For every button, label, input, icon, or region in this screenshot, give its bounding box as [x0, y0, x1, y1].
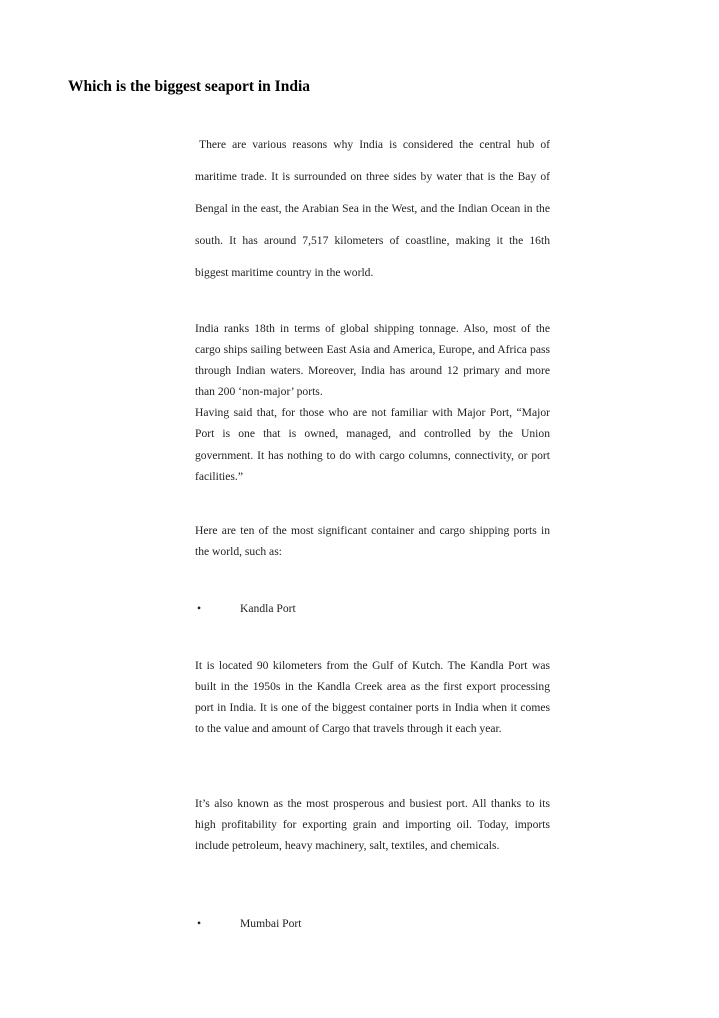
paragraph-kandla-prosperity: It’s also known as the most prosperous and busiest port. All thanks to its high profitability for exporting grain and importing oil. Today, imports include petroleum, heavy machinery, salt, textiles, and chemicals. — [195, 797, 550, 853]
page-title: Which is the biggest seaport in India — [68, 78, 311, 95]
bullet-label: Mumbai Port — [240, 917, 302, 930]
paragraph-kandla-location: It is located 90 kilometers from the Gulf of Kutch. The Kandla Port was built in the 1950s in the Kandla Creek area as the first export processing port in India. It is one of the biggest container ports in India when it comes to the value and amount of Cargo that travels through it each year. — [195, 659, 550, 736]
paragraph-ports-intro: Here are ten of the most significant container and cargo shipping ports in the world, such as: — [195, 524, 550, 558]
paragraph-shipping-tonnage: India ranks 18th in terms of global shipping tonnage. Also, most of the cargo ships sailing between East Asia and America, Europe, and Africa pass through Indian waters. Moreover, India has around 12 primary and more than 200 ‘non-major’ ports. — [195, 322, 550, 399]
paragraph-major-port-definition: Having said that, for those who are not familiar with Major Port, “Major Port is one that is owned, managed, and controlled by the Union government. It has nothing to do with cargo columns, connectivity, or port facilities.” — [195, 406, 550, 483]
paragraph-intro: There are various reasons why India is considered the central hub of maritime trade. It is surrounded on three sides by water that is the Bay of Bengal in the east, the Arabian Sea in the West, and the Indian Ocean in the south. It has around 7,517 kilometers of coastline, making it the 16th biggest maritime country in the world. — [195, 138, 550, 279]
bullet-label: Kandla Port — [240, 602, 296, 615]
paragraph-group-shipping — [195, 318, 550, 487]
bullet-icon: • — [197, 917, 202, 930]
bullet-icon: • — [197, 602, 202, 615]
